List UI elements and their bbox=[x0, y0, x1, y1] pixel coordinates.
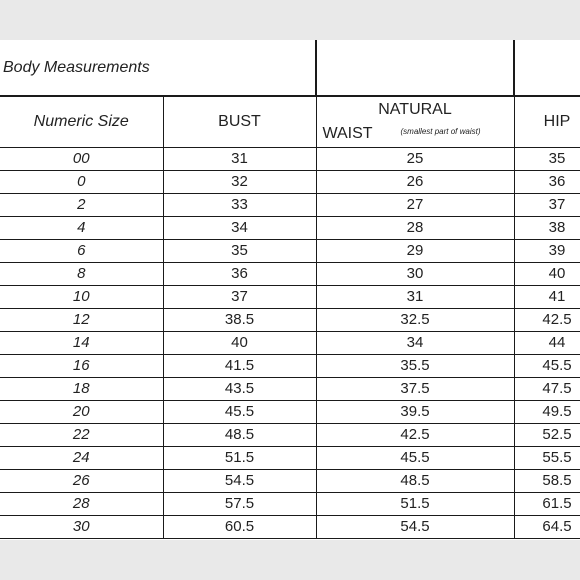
bust-cell: 54.5 bbox=[163, 470, 316, 493]
size-cell: 22 bbox=[0, 424, 163, 447]
size-cell: 18 bbox=[0, 378, 163, 401]
size-cell: 2 bbox=[0, 194, 163, 217]
waist-cell: 45.5 bbox=[316, 447, 514, 470]
size-cell: 10 bbox=[0, 286, 163, 309]
measurement-sheet bbox=[0, 40, 580, 540]
waist-cell: 28 bbox=[316, 217, 514, 240]
size-cell: 6 bbox=[0, 240, 163, 263]
bust-cell: 31 bbox=[163, 148, 316, 171]
title-row bbox=[0, 40, 580, 96]
size-cell: 12 bbox=[0, 309, 163, 332]
waist-cell: 37.5 bbox=[316, 378, 514, 401]
size-cell: 30 bbox=[0, 516, 163, 539]
header-row bbox=[0, 96, 580, 148]
size-cell: 28 bbox=[0, 493, 163, 516]
table-row bbox=[0, 332, 580, 355]
size-cell: 26 bbox=[0, 470, 163, 493]
hip-cell: 42.5 bbox=[514, 309, 580, 332]
bust-cell: 45.5 bbox=[163, 401, 316, 424]
waist-cell: 26 bbox=[316, 171, 514, 194]
bust-cell: 35 bbox=[163, 240, 316, 263]
table-row bbox=[0, 217, 580, 240]
bust-cell: 38.5 bbox=[163, 309, 316, 332]
table-row bbox=[0, 286, 580, 309]
hip-cell: 61.5 bbox=[514, 493, 580, 516]
size-cell: 8 bbox=[0, 263, 163, 286]
hip-cell: 55.5 bbox=[514, 447, 580, 470]
bust-cell: 41.5 bbox=[163, 355, 316, 378]
size-cell: 16 bbox=[0, 355, 163, 378]
table-row bbox=[0, 194, 580, 217]
size-cell: 0 bbox=[0, 171, 163, 194]
hip-cell: 58.5 bbox=[514, 470, 580, 493]
waist-cell: 31 bbox=[316, 286, 514, 309]
table-row bbox=[0, 424, 580, 447]
waist-cell: 51.5 bbox=[316, 493, 514, 516]
table-row bbox=[0, 447, 580, 470]
title-blank-cell bbox=[316, 40, 514, 96]
hip-cell: 36 bbox=[514, 171, 580, 194]
hip-cell: 40 bbox=[514, 263, 580, 286]
size-cell: 24 bbox=[0, 447, 163, 470]
hip-cell: 44 bbox=[514, 332, 580, 355]
title-blank-cell bbox=[163, 40, 316, 96]
numeric-size-header: Numeric Size bbox=[0, 96, 163, 148]
bust-cell: 33 bbox=[163, 194, 316, 217]
hip-cell: 52.5 bbox=[514, 424, 580, 447]
bust-cell: 37 bbox=[163, 286, 316, 309]
table-title: Body Measurements bbox=[0, 40, 163, 96]
bust-cell: 34 bbox=[163, 217, 316, 240]
bust-cell: 60.5 bbox=[163, 516, 316, 539]
waist-cell: 34 bbox=[316, 332, 514, 355]
table-row bbox=[0, 240, 580, 263]
waist-header-top: NATURAL bbox=[378, 101, 452, 118]
table-row bbox=[0, 470, 580, 493]
bust-cell: 57.5 bbox=[163, 493, 316, 516]
bust-cell: 51.5 bbox=[163, 447, 316, 470]
bust-cell: 40 bbox=[163, 332, 316, 355]
hip-cell: 64.5 bbox=[514, 516, 580, 539]
waist-cell: 29 bbox=[316, 240, 514, 263]
table-row bbox=[0, 148, 580, 171]
table-row bbox=[0, 401, 580, 424]
bust-cell: 36 bbox=[163, 263, 316, 286]
table-row bbox=[0, 171, 580, 194]
bust-header: BUST bbox=[163, 96, 316, 148]
hip-cell: 49.5 bbox=[514, 401, 580, 424]
waist-header-bottom: WAIST bbox=[322, 125, 373, 142]
waist-cell: 48.5 bbox=[316, 470, 514, 493]
bust-cell: 48.5 bbox=[163, 424, 316, 447]
hip-cell: 37 bbox=[514, 194, 580, 217]
title-blank-cell bbox=[514, 40, 580, 96]
table-row bbox=[0, 493, 580, 516]
waist-cell: 27 bbox=[316, 194, 514, 217]
size-cell: 14 bbox=[0, 332, 163, 355]
bust-cell: 32 bbox=[163, 171, 316, 194]
table-row bbox=[0, 309, 580, 332]
waist-header-note: (smallest part of waist) bbox=[400, 127, 481, 136]
waist-cell: 30 bbox=[316, 263, 514, 286]
bust-cell: 43.5 bbox=[163, 378, 316, 401]
size-chart-table bbox=[0, 40, 580, 539]
waist-cell: 54.5 bbox=[316, 516, 514, 539]
hip-cell: 45.5 bbox=[514, 355, 580, 378]
table-row bbox=[0, 378, 580, 401]
waist-cell: 25 bbox=[316, 148, 514, 171]
waist-cell: 39.5 bbox=[316, 401, 514, 424]
table-row bbox=[0, 516, 580, 539]
hip-cell: 41 bbox=[514, 286, 580, 309]
size-cell: 20 bbox=[0, 401, 163, 424]
hip-cell: 39 bbox=[514, 240, 580, 263]
waist-cell: 32.5 bbox=[316, 309, 514, 332]
natural-waist-header bbox=[316, 96, 514, 148]
waist-cell: 35.5 bbox=[316, 355, 514, 378]
size-cell: 00 bbox=[0, 148, 163, 171]
waist-cell: 42.5 bbox=[316, 424, 514, 447]
table-row bbox=[0, 263, 580, 286]
hip-cell: 38 bbox=[514, 217, 580, 240]
table-row bbox=[0, 355, 580, 378]
hip-cell: 35 bbox=[514, 148, 580, 171]
hip-cell: 47.5 bbox=[514, 378, 580, 401]
hip-header: HIP bbox=[514, 96, 580, 148]
size-cell: 4 bbox=[0, 217, 163, 240]
